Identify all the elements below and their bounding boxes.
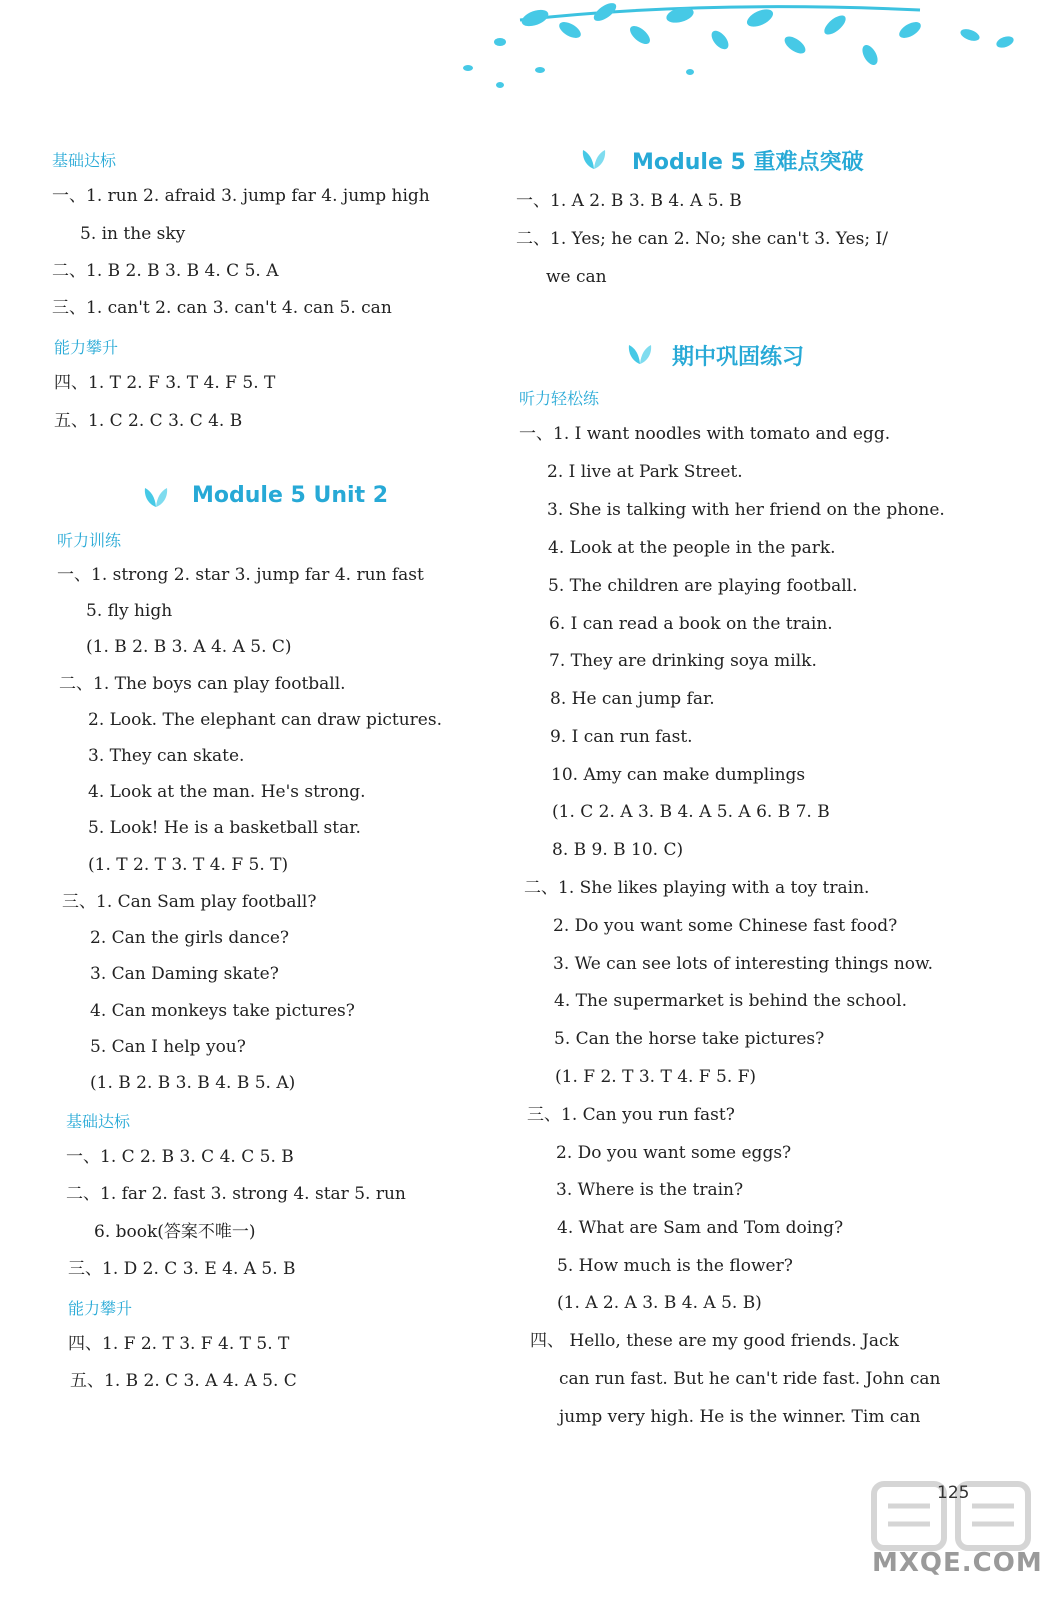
answer-line: (1. C 2. A 3. B 4. A 5. A 6. B 7. B	[552, 802, 830, 822]
leaf-branch-decoration	[440, 0, 1040, 100]
answer-line: 5. The children are playing football.	[548, 576, 858, 596]
answer-line: 4. What are Sam and Tom doing?	[557, 1218, 844, 1238]
answer-line: 5. Can I help you?	[90, 1037, 246, 1057]
answer-line: 一、1. run 2. afraid 3. jump far 4. jump high	[52, 186, 430, 206]
answer-line: 二、1. Yes; he can 2. No; she can't 3. Yes; I/	[516, 229, 888, 249]
answer-line: 4. Look at the man. He's strong.	[88, 782, 366, 802]
answer-line: 2. Do you want some eggs?	[556, 1143, 792, 1163]
answer-line: 5. How much is the flower?	[557, 1256, 793, 1276]
answer-line: 一、1. strong 2. star 3. jump far 4. run fast	[57, 565, 424, 585]
answer-line: 3. Can Daming skate?	[90, 964, 279, 984]
answer-line: 6. I can read a book on the train.	[549, 614, 833, 634]
answer-line: 3. They can skate.	[88, 746, 245, 766]
answer-line: 一、1. C 2. B 3. C 4. C 5. B	[66, 1147, 294, 1167]
answer-line: (1. B 2. B 3. B 4. B 5. A)	[90, 1073, 296, 1093]
answer-line: 7. They are drinking soya milk.	[549, 651, 817, 671]
answer-line: 二、1. She likes playing with a toy train.	[524, 878, 870, 898]
section-label: 听力轻松练	[519, 389, 600, 408]
answer-line: 五、1. C 2. C 3. C 4. B	[54, 411, 243, 431]
section-label: 能力攀升	[54, 338, 119, 357]
answer-line: 四、1. T 2. F 3. T 4. F 5. T	[54, 373, 276, 393]
answer-line: (1. B 2. B 3. A 4. A 5. C)	[86, 637, 292, 657]
passage-line: jump very high. He is the winner. Tim can	[559, 1407, 921, 1427]
answer-line: 三、1. can't 2. can 3. can't 4. can 5. can	[52, 298, 392, 318]
answer-line: 5. fly high	[86, 601, 173, 621]
answer-line: 2. Do you want some Chinese fast food?	[553, 916, 898, 936]
midterm-heading: 期中巩固练习	[672, 345, 805, 370]
answer-line: 四、1. F 2. T 3. F 4. T 5. T	[68, 1334, 290, 1354]
answer-line: 一、1. I want noodles with tomato and egg.	[519, 424, 891, 444]
answer-line: 二、1. B 2. B 3. B 4. C 5. A	[52, 261, 279, 281]
leaf-icon	[580, 148, 608, 170]
section-label: 能力攀升	[68, 1299, 133, 1318]
answer-line: (1. T 2. T 3. T 4. F 5. T)	[88, 855, 289, 875]
answer-line: 8. He can jump far.	[550, 689, 715, 709]
section-label: 听力训练	[57, 531, 122, 550]
answer-line: we can	[546, 267, 607, 287]
page-number: 125	[937, 1483, 970, 1503]
answer-line: 9. I can run fast.	[550, 727, 693, 747]
answer-line: 3. Where is the train?	[556, 1180, 744, 1200]
section-label: 基础达标	[52, 151, 117, 170]
answer-line: 4. The supermarket is behind the school.	[554, 991, 907, 1011]
section-label: 基础达标	[66, 1112, 131, 1131]
answer-line: 三、1. Can Sam play football?	[62, 892, 317, 912]
answer-line: 三、1. D 2. C 3. E 4. A 5. B	[68, 1259, 296, 1279]
passage-line: 四、 Hello, these are my good friends. Jack	[530, 1331, 899, 1351]
module-heading: Module 5 Unit 2	[192, 483, 389, 508]
answer-line: 2. I live at Park Street.	[547, 462, 743, 482]
answer-line: 5. in the sky	[80, 224, 186, 244]
answer-line: 3. We can see lots of interesting things now.	[553, 954, 933, 974]
answer-line: (1. A 2. A 3. B 4. A 5. B)	[557, 1293, 762, 1313]
answer-line: 二、1. The boys can play football.	[59, 674, 346, 694]
answer-line: 五、1. B 2. C 3. A 4. A 5. C	[70, 1371, 297, 1391]
leaf-icon	[626, 343, 654, 365]
answer-line: 4. Look at the people in the park.	[548, 538, 836, 558]
answer-line: 6. book(答案不唯一)	[94, 1222, 256, 1242]
answer-line: 2. Can the girls dance?	[90, 928, 290, 948]
answer-line: (1. F 2. T 3. T 4. F 5. F)	[555, 1067, 757, 1087]
answer-line: 2. Look. The elephant can draw pictures.	[88, 710, 442, 730]
module-heading: Module 5 重难点突破	[632, 150, 864, 175]
leaf-icon	[142, 486, 170, 508]
watermark-text: MXQE.COM	[872, 1548, 1043, 1578]
answer-line: 二、1. far 2. fast 3. strong 4. star 5. run	[66, 1184, 406, 1204]
answer-line: 一、1. A 2. B 3. B 4. A 5. B	[516, 191, 742, 211]
answer-line: 10. Amy can make dumplings	[551, 765, 806, 785]
answer-line: 5. Look! He is a basketball star.	[88, 818, 361, 838]
answer-line: 8. B 9. B 10. C)	[552, 840, 684, 860]
answer-line: 4. Can monkeys take pictures?	[90, 1001, 355, 1021]
passage-line: can run fast. But he can't ride fast. John can	[559, 1369, 941, 1389]
answer-line: 三、1. Can you run fast?	[527, 1105, 735, 1125]
answer-line: 3. She is talking with her friend on the phone.	[547, 500, 945, 520]
answer-line: 5. Can the horse take pictures?	[554, 1029, 825, 1049]
